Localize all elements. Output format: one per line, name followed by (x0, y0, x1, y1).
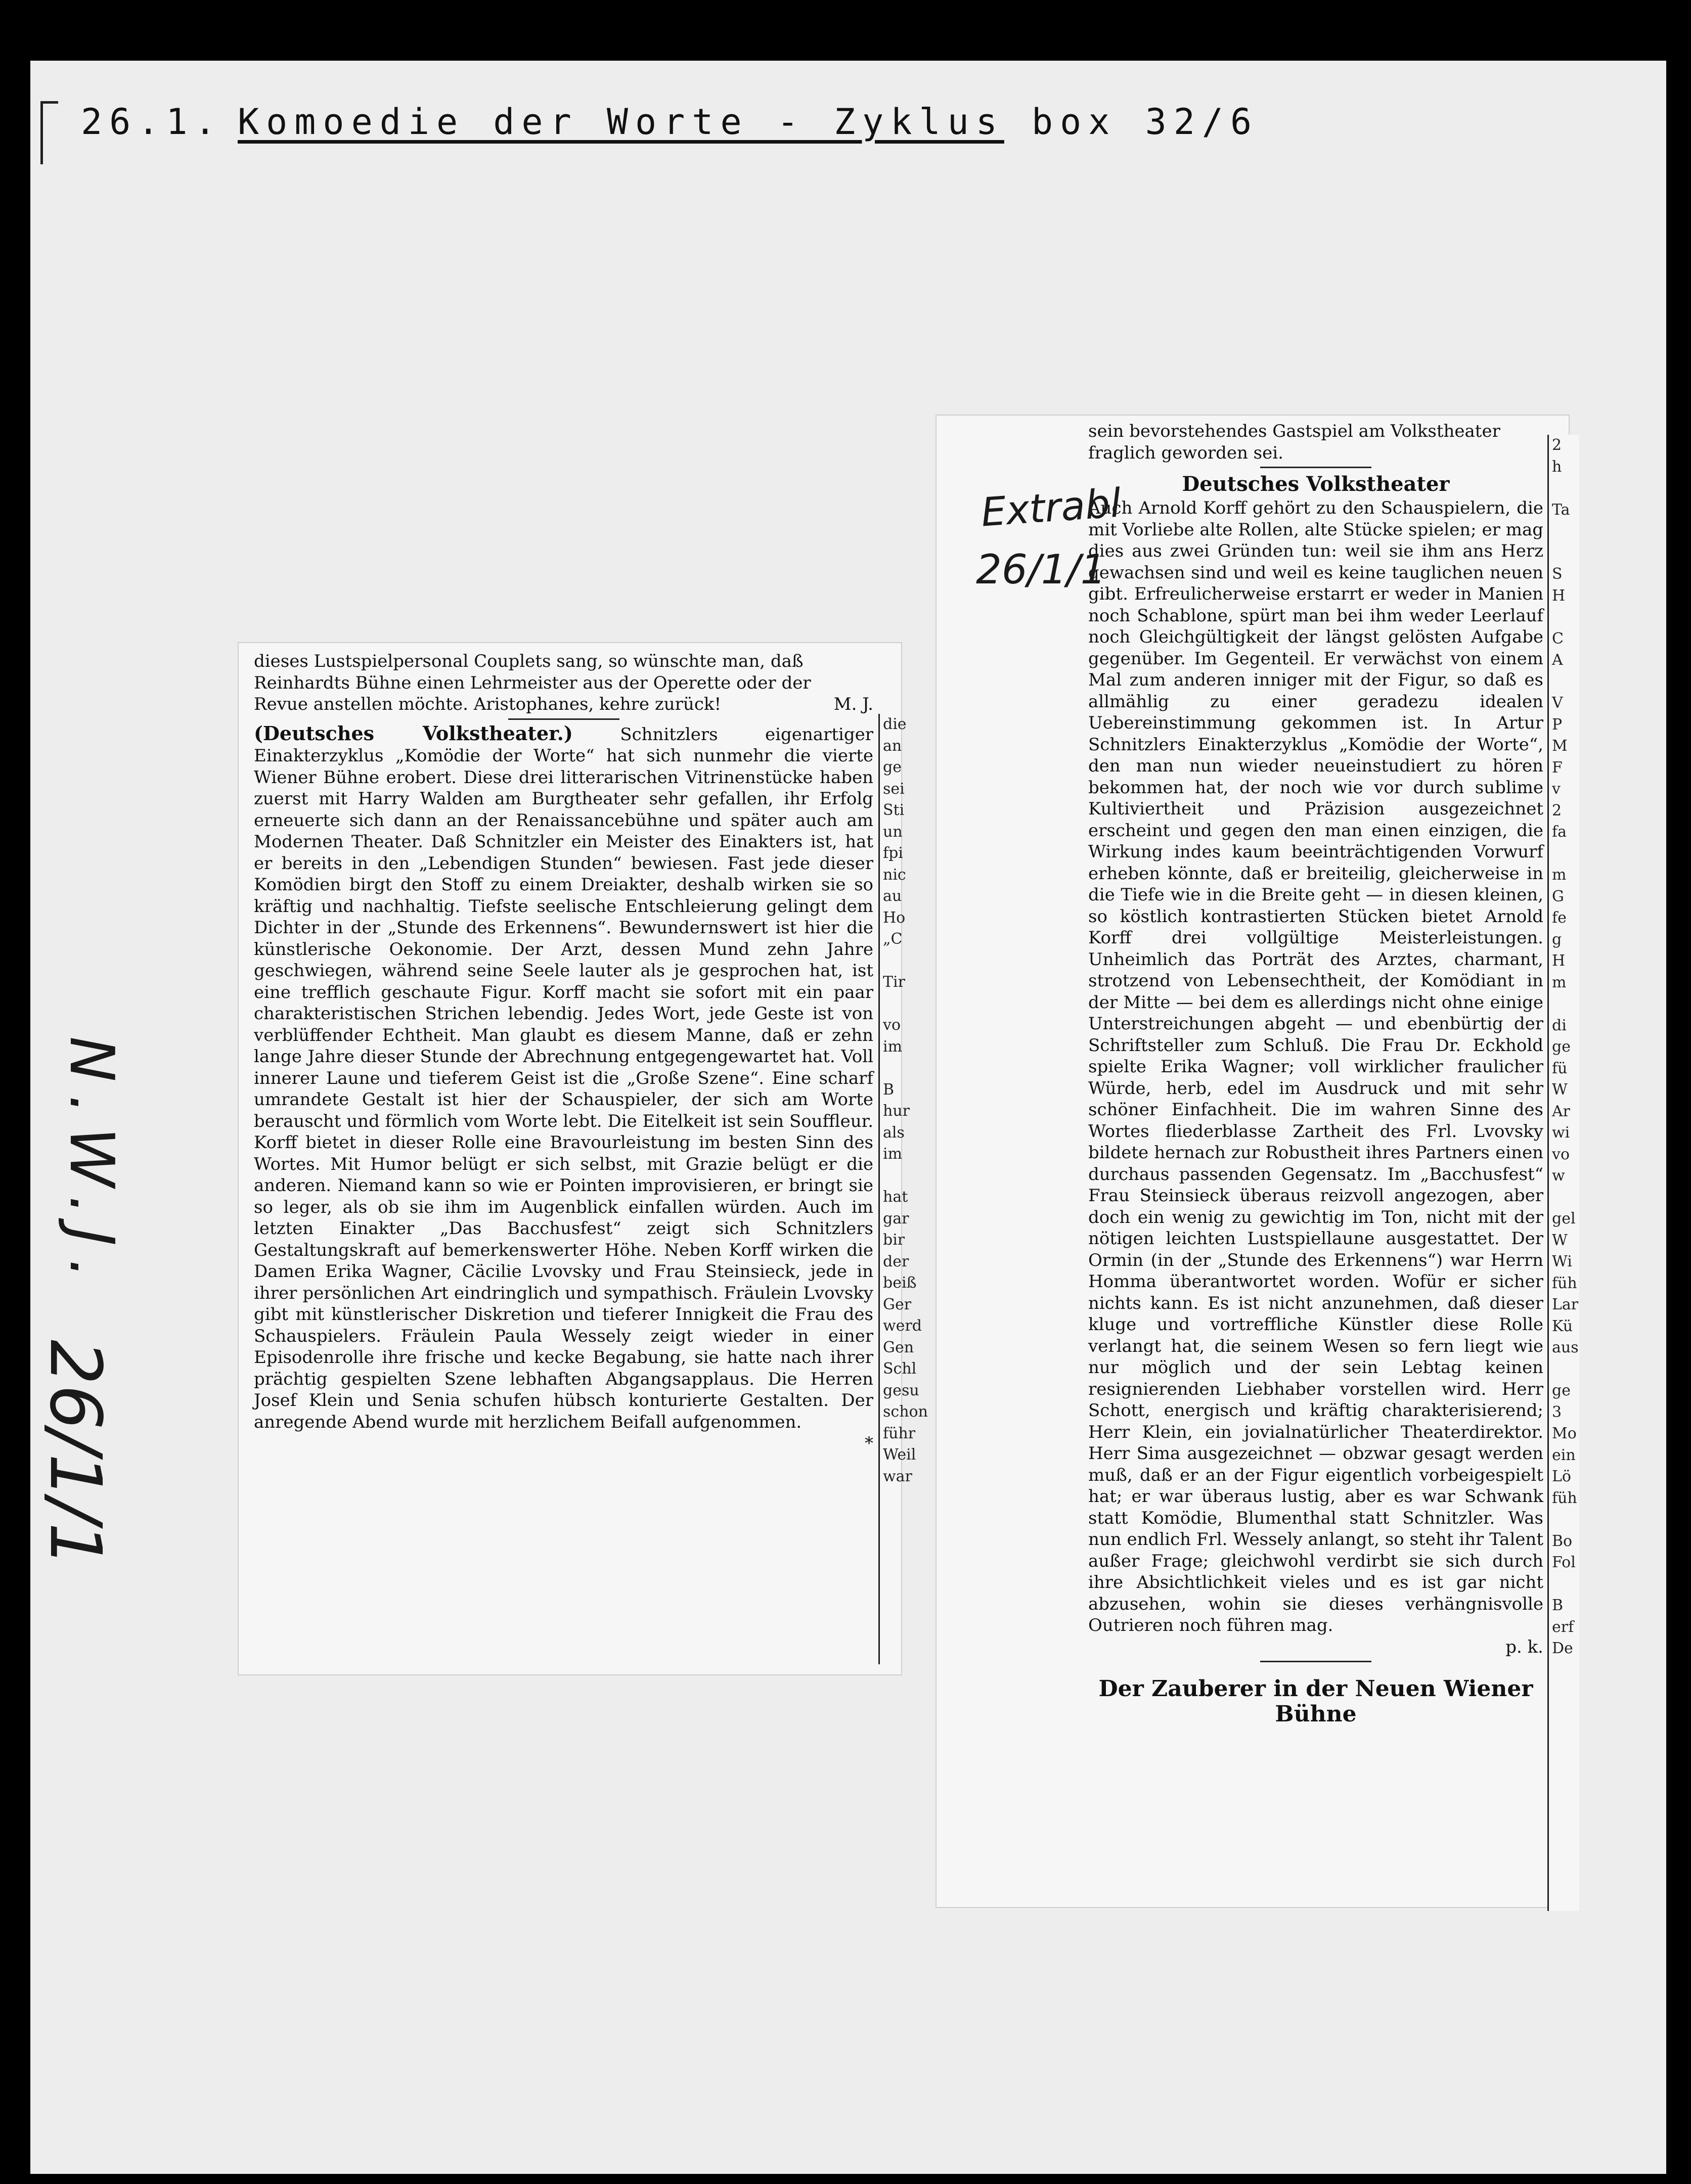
review-heading-right: Deutsches Volkstheater (1182, 472, 1450, 496)
review-body-right (1088, 497, 1543, 1636)
stub-fragment: au (883, 887, 902, 905)
divider-rule (1260, 467, 1371, 468)
stub-fragment: P (1552, 715, 1563, 734)
review-signature-right: p. k. (1505, 1636, 1543, 1657)
end-mark: * (865, 1433, 873, 1453)
next-article-heading-line2: Bühne (1275, 1701, 1357, 1727)
header-number: 26.1. (81, 101, 223, 143)
stub-fragment: „C (883, 930, 903, 948)
stub-fragment: di (1552, 1016, 1567, 1034)
stub-fragment: F (1552, 758, 1563, 777)
intro-line-2: Reinhardts Bühne einen Lehrmeister aus der Operette oder der (254, 672, 811, 693)
stub-fragment: der (883, 1252, 909, 1270)
intro-line-1: dieses Lustspielpersonal Couplets sang, so wünschte man, daß (254, 651, 804, 671)
stub-fragment: wi (1552, 1124, 1570, 1142)
stub-fragment: erf (1552, 1618, 1574, 1636)
stub-fragment: hur (883, 1102, 910, 1120)
stub-fragment: gesu (883, 1381, 919, 1399)
stub-fragment (880, 950, 903, 972)
stub-fragment: G (1552, 887, 1564, 905)
handwritten-source-vertical: N.W.J. (56, 1036, 126, 1292)
stub-fragment: Gen (883, 1338, 914, 1356)
stub-fragment: im (883, 1037, 903, 1056)
top-line-2: fraglich geworden sei. (1088, 442, 1283, 463)
stub-fragment: Fol (1552, 1554, 1576, 1571)
stub-fragment (880, 993, 903, 1015)
stub-fragment: C (1552, 629, 1564, 648)
stub-fragment: Ta (1552, 500, 1570, 519)
stub-fragment: führ (883, 1424, 916, 1442)
stub-fragment: m (1552, 973, 1567, 991)
stub-fragment: Weil (883, 1446, 916, 1464)
review-body-left (254, 723, 873, 1433)
review-text-right: Auch Arnold Korff gehört zu den Schauspielern, die mit Vorliebe alte Rollen, alte Stücke spielen; er mag dies aus zwei Gründen tun: weil sie ihm ans Herz gewachsen sind und weil es keine tauglichen neuen gibt. Erfreulicherweise erstarrt er weder in Manien noch Schablone, spürt man bei ihm weder Leerlauf noch Gleichgültigkeit der längst gelösten Aufgabe gegenüber. Im Gegenteil. Er verwächst von einem Mal zum anderen inniger mit der Figur, so daß es allmählig zu einer geradezu idealen Uebereinstimmung gekommen ist. In Artur Schnitzlers Einakterzyklus „Komödie der Worte“, den man nun wieder neueinstudiert zu hören bekommen hat, der noch wie vor durch sublime Kultiviertheit und Präzision ausgezeichnet erscheint und gegen den man einen einzigen, die Wirkung indes kaum beeinträchtigenden Vorwurf erheben könnte, daß er breiteilig, gleicherweise in die Tiefe wie in die Breite geht — in diesen kleinen, so köstlich kontrastierten Stücken bietet Arnold Korff drei vollgültige Meisterleistungen. Unheimlich das Porträt des Arztes, charmant, strotzend von Lebensechtheit, der Komödiant in der Mitte — bei dem es allerdings nicht ohne einige Unterstreichungen abgeht — und ebenbürtig der Schriftsteller zum Schluß. Die Frau Dr. Eckhold spielte Erika Wagner; voll wirklicher fraulicher Würde, herb, edel im Ausdruck und mit sehr schöner Einfachheit. Die im wahren Sinne des Wortes fliederblasse Zartheit des Frl. Lvovsky bildete hernach zur Robustheit ihres Partners einen durchaus passenden Gegensatz. Im „Bacchusfest“ Frau Steinsieck überaus reizvoll angezogen, aber doch ein wenig zu gewichtig im Ton, nicht mit der nötigen leichten Lustspiellaune ausgestattet. Der Ormin (in der „Stunde des Erkennens“) war Herrn Homma überantwortet worden. Wofür er sicher nichts kann. Es ist nicht anzunehmen, daß dieser kluge und vortreffliche Künstler diese Rolle verlangt hat, die seinem Wesen so fern liegt wie nur möglich und der sein Lebtag keinen resignierenden Liebhaber vorstellen wird. Herr Schott, energisch und kräftig charakterisierend; Herr Klein, ein jovialnatürlicher Theaterdirektor. Herr Sima ausgezeichnet — obzwar gesagt werden muß, daß er an der Figur eigentlich vorbeigespielt hat; er war überaus lustig, aber es war Schwank statt Komödie, Blumenthal statt Schnitzler. Was nun endlich Frl. Wessely anlangt, so steht ihr Talent außer Frage; gleichwohl verdirbt sie sich durch ihre Absichtlichkeit vieles und es ist gar nicht abzusehen, wohin sie dieses verhängnisvolle Outrieren noch führen mag. (1088, 498, 1543, 1635)
clipping-left (238, 642, 928, 1675)
divider-rule (1260, 1661, 1371, 1662)
stub-fragment: 3 (1552, 1403, 1562, 1421)
stub-fragment: nic (883, 866, 906, 884)
stub-fragment: B (883, 1080, 895, 1099)
next-article-heading (1088, 1676, 1543, 1727)
top-line-1: sein bevorstehendes Gastspiel am Volkstheater (1088, 421, 1500, 441)
stub-fragment: Bo (1552, 1532, 1573, 1550)
clipping-left-column (254, 651, 873, 1454)
stub-fragment: 2 (1552, 436, 1562, 454)
header-box-label: box 32/6 (1032, 101, 1259, 143)
stub-fragment: Lar (1552, 1296, 1579, 1313)
clipping-right (936, 415, 1570, 1908)
stub-fragment: H (1552, 586, 1566, 605)
stub-fragment: 2 (1552, 801, 1562, 820)
next-article-heading-line1: Der Zauberer in der Neuen Wiener (1098, 1676, 1533, 1702)
stub-fragment: gel (1552, 1210, 1576, 1227)
header-title: Komoedie der Worte - Zyklus (238, 101, 1004, 143)
adjacent-column-stub-left (878, 714, 928, 1664)
stub-fragment: die (883, 715, 907, 733)
stub-fragment: Ar (1552, 1102, 1571, 1120)
stub-fragment: vo (1552, 1145, 1570, 1163)
stub-fragment: g (1552, 930, 1562, 948)
stub-fragment: B (1552, 1597, 1564, 1614)
stub-fragment: h (1552, 458, 1562, 476)
stub-fragment: vo (883, 1016, 901, 1034)
stub-fragment: fpi (883, 844, 903, 862)
file-header (81, 101, 1547, 157)
adjacent-column-stub-right (1547, 435, 1579, 1911)
stub-fragment: un (883, 823, 903, 841)
stub-fragment: Sti (883, 801, 905, 819)
stub-fragment: füh (1552, 1274, 1577, 1292)
handwritten-date-vertical: 26/1/1 (34, 1340, 116, 1568)
stub-fragment: ge (1552, 1382, 1571, 1399)
stub-fragment (1549, 1359, 1579, 1381)
stub-fragment: als (883, 1123, 905, 1142)
stub-fragment (1549, 1509, 1579, 1531)
handwritten-date-right: 26/1/1 (976, 546, 1106, 593)
stub-fragment: an (883, 737, 902, 755)
review-heading-left: (Deutsches Volkstheater.) (254, 721, 573, 745)
stub-fragment: Kü (1552, 1317, 1573, 1335)
stub-fragment (1549, 1187, 1579, 1209)
stub-fragment: H (1552, 952, 1566, 970)
stub-fragment: fa (1552, 823, 1567, 841)
intro-line-3-row (254, 694, 873, 715)
stub-fragment: ge (883, 758, 902, 776)
stub-fragment: sei (883, 780, 905, 798)
intro-signature: M. J. (833, 694, 873, 714)
stub-fragment (1549, 521, 1579, 542)
intro-line-3: Revue anstellen möchte. Aristophanes, kehre zurück! (254, 694, 722, 714)
stub-fragment: fe (1552, 909, 1567, 927)
stub-fragment (880, 1165, 903, 1187)
stub-fragment: Schl (883, 1360, 917, 1378)
stub-fragment (1549, 542, 1579, 564)
stub-fragment: A (1552, 651, 1563, 669)
stub-fragment: V (1552, 694, 1563, 712)
stub-fragment: W (1552, 1231, 1568, 1249)
stub-fragment (880, 1058, 903, 1079)
stub-fragment (1549, 478, 1579, 499)
review-text-left: Schnitzlers eigenartiger Einakterzyklus „Komödie der Worte“ hat sich nunmehr die vierte Wiener Bühne erobert. Diese drei litterarischen Vitrinenstücke haben zuerst mit Harry Walden am Burgtheater sehr gefallen, ihr Erfolg erneuerte sich dann an der Renaissancebühne und später auch am Modernen Theater. Daß Schnitzler ein Meister des Einakters ist, hat er bereits in den „Lebendigen Stunden“ bewiesen. Fast jede dieser Komödien birgt den Stoff zu einem Dreiakter, deshalb wirken sie so kräftig und nachhaltig. Tiefste seelische Entschleierung gelingt dem Dichter in der „Stunde des Erkennens“. Bewundernswert ist hier die künstlerische Oekonomie. Der Arzt, dessen Mund zehn Jahre geschwiegen, während seine Seele lauter als je gesprochen hat, ist eine trefflich geschaute Figur. Korff macht sie sofort mit ein paar charakteristischen Strichen lebendig. Jedes Wort, jede Geste ist von verblüffender Echtheit. Man glaubt es diesem Manne, daß er zehn lange Jahre dieser Stunde der Abrechnung entgegengewartet hat. Voll innerer Laune und tieferem Geist ist die „Große Szene“. Eine scharf umrandete Gestalt ist hier der Schauspieler, der sich am Worte berauscht und förmlich vom Worte lebt. Die Eitelkeit ist sein Souffleur. Korff bietet in dieser Rolle eine Bravourleistung im besten Sinn des Wortes. Mit Humor belügt er sich selbst, mit Grazie belügt er die anderen. Niemand kann so wie er Pointen improvisieren, er bringt sie so leger, als ob sie ihm im Augenblick einfallen würden. Auch im letzten Einakter „Das Bacchusfest“ zeigt sich Schnitzlers Gestaltungskraft auf bemerkenswerter Höhe. Neben Korff wirken die Damen Erika Wagner, Cäcilie Lvovsky und Frau Steinsieck, jede in ihrer persönlichen Art eindringlich und sympathisch. Fräulein Lvovsky gibt mit künstlerischer Diskretion und tieferer Innigkeit die Frau des Schauspielers. Fräulein Paula Wessely zeigt wieder in einer Episodenrolle ihre frische und kecke Begabung, sie hatte nach ihrer prächtig gespielten Szene lebhaften Abgangsapplaus. Die Herren Josef Klein und Senia schufen hübsch konturierte Gestalten. Der anregende Abend wurde mit herzlichem Beifall aufgenommen. (254, 724, 873, 1432)
stub-fragment (1549, 993, 1579, 1015)
stub-fragment: Ho (883, 908, 906, 927)
stub-fragment: m (1552, 866, 1567, 884)
stub-fragment: Lö (1552, 1468, 1571, 1485)
stub-fragment: Wi (1552, 1253, 1572, 1270)
stub-fragment: war (883, 1467, 912, 1485)
stub-fragment: w (1552, 1167, 1565, 1185)
stub-fragment: im (883, 1145, 903, 1163)
divider-rule (508, 718, 619, 720)
stub-fragment: beiß (883, 1274, 917, 1292)
stub-fragment (1549, 1574, 1579, 1596)
stub-fragment (1549, 607, 1579, 628)
stub-fragment: De (1552, 1640, 1573, 1657)
stub-fragment: ge (1552, 1038, 1571, 1056)
stub-fragment: Tir (883, 973, 905, 991)
stub-fragment: Mo (1552, 1425, 1577, 1442)
stub-fragment: gar (883, 1209, 909, 1227)
stub-fragment: W (1552, 1081, 1568, 1099)
handwritten-source-note: Extrabl (980, 480, 1123, 536)
stub-fragment (1549, 671, 1579, 693)
stub-fragment: fü (1552, 1059, 1568, 1077)
stub-fragment: M (1552, 737, 1568, 755)
stub-fragment (1549, 843, 1579, 865)
clipping-right-column (1088, 421, 1543, 1727)
stub-fragment: füh (1552, 1489, 1577, 1507)
stub-fragment: v (1552, 780, 1561, 798)
stub-fragment: Ger (883, 1295, 912, 1313)
stub-fragment: werd (883, 1317, 922, 1335)
stub-fragment: S (1552, 565, 1563, 583)
stub-fragment: schon (883, 1403, 928, 1421)
stub-fragment: aus (1552, 1339, 1579, 1356)
stub-fragment: bir (883, 1231, 905, 1249)
stub-fragment: hat (883, 1188, 908, 1206)
stub-fragment: ein (1552, 1446, 1576, 1464)
corner-bracket (40, 101, 58, 164)
